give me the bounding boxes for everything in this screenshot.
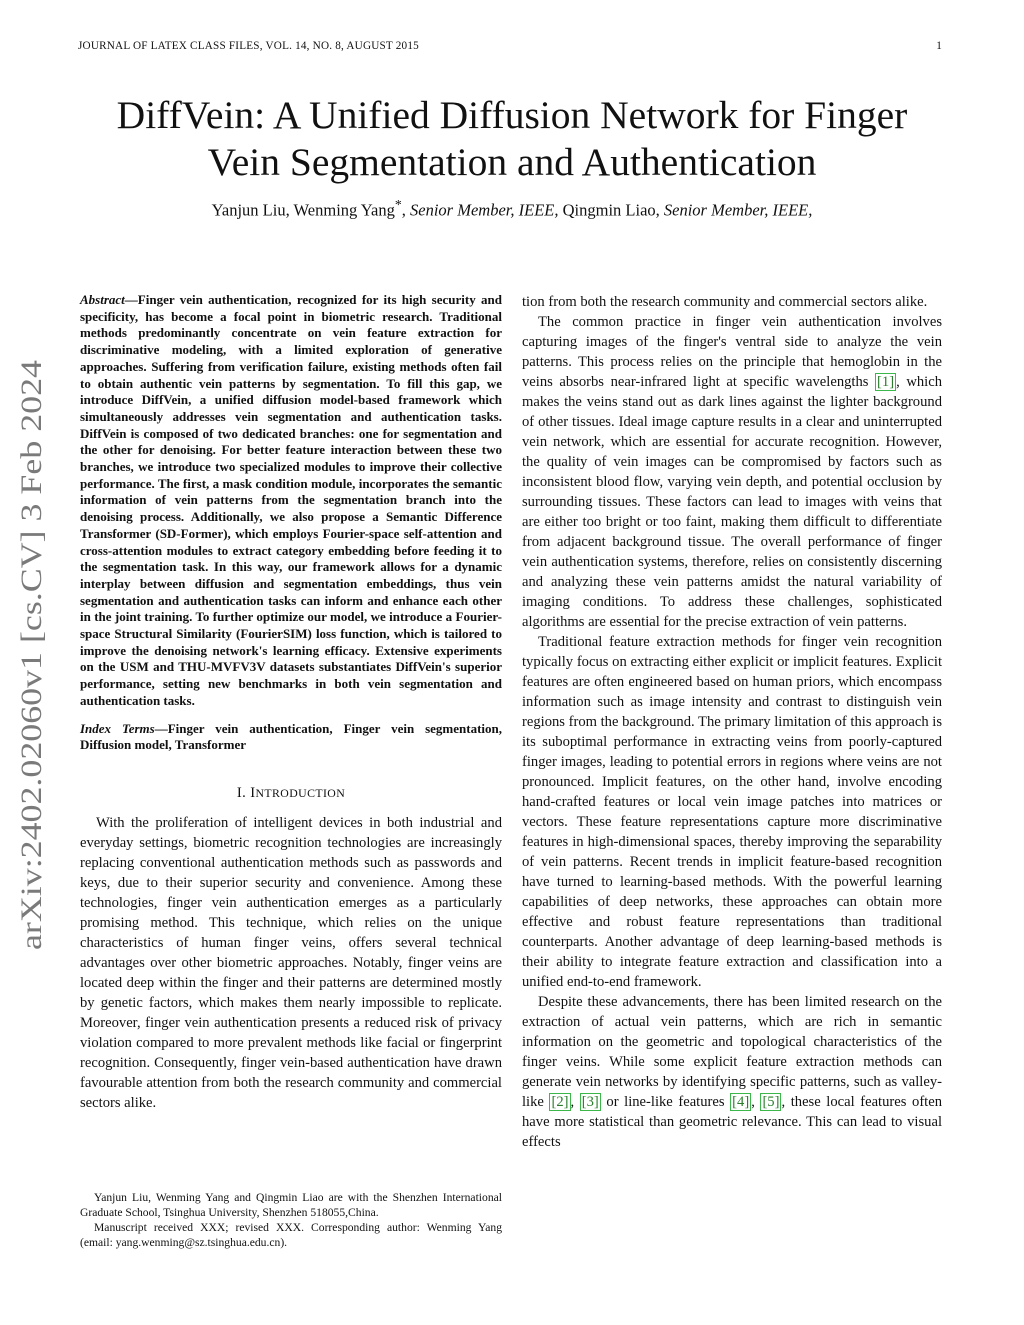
intro-paragraph-4 (522, 992, 942, 1152)
left-column (80, 292, 502, 1132)
para2-text-a: The common practice in finger vein authentication involves capturing images of the finger's ventral side to analyze the vein patterns. This process relies on the principle that hemoglobin in the veins absorbs near-infrared light at specific wavelengths (522, 314, 942, 390)
footnote-manuscript: Manuscript received XXX; revised XXX. Corresponding author: Wenming Yang (email: yang.wenming@sz.tsinghua.edu.cn). (80, 1221, 502, 1249)
page-number: 1 (936, 40, 942, 52)
author-names-2: Qingmin Liao, (558, 200, 664, 220)
section-initial: I (250, 784, 256, 801)
right-column (522, 292, 942, 1152)
intro-paragraph-3: Traditional feature extraction methods for finger vein recognition typically focus on extracting either explicit or implicit features. Explicit features are often engineered based on human priors, which encompass information such as image intensity and contrast to distinguish vein regions from the background. The primary limitation of this approach is its suboptimal performance in extracting veins from poorly-captured finger images, leading to potential errors in regions where veins are not pronounced. Implicit features, on the other hand, involve encoding hand-crafted features or local vein image patches into matrices or vectors. These feature representations capture more discriminative features in high-dimensional spaces, thereby improving the separability of vein patterns. Recent trends in implicit feature-based recognition have turned to learning-based methods. With the powerful learning capabilities of deep networks, these approaches can obtain more effective and robust feature representations than traditional counterparts. Another advantage of deep learning-based methods is their ability to integrate feature extraction and classification into a unified end-to-end framework. (522, 634, 943, 990)
para4-sep: , (570, 1094, 580, 1110)
para4-sep-2: , (751, 1094, 761, 1110)
author-separator: , (401, 200, 411, 220)
section-heading (80, 783, 502, 803)
citation-link-2[interactable]: [2] (551, 1094, 569, 1110)
arxiv-stamp (8, 360, 52, 960)
journal-name: JOURNAL OF LATEX CLASS FILES, VOL. 14, NO. 8, AUGUST 2015 (78, 40, 419, 52)
para4-text-c: , these local features often have more statistical than geometric relevance. This can lead to visual effects (522, 1094, 943, 1150)
para2-text-b: , which makes the veins stand out as dark lines against the lighter background of other tissues. Ideal image capture results in a clear and uninterrupted vein network, which are essential for accurate recognition. However, the quality of vein images can be compromised by factors such as inconsistent blood flow, varying vein depth, and potential occlusion by surrounding tissues. These factors can lead to images with veins that are either too bright or too faint, making them difficult to differentiate from adjacent background tissue. The overall performance of finger vein authentication systems, therefore, relies on consistently discerning and analyzing these vein patterns amidst the natural variability of imaging conditions. To address these challenges, sophisticated algorithms are essential for the precise extraction of vein patterns. (522, 374, 942, 630)
citation-link-5[interactable]: [5] (762, 1094, 780, 1110)
index-terms-label: Index Terms (80, 720, 155, 736)
author-list (60, 197, 964, 221)
citation-link-4[interactable]: [4] (732, 1094, 750, 1110)
title-line-1: DiffVein: A Unified Diffusion Network for Finger (116, 93, 908, 137)
author-role-1: Senior Member, IEEE, (410, 200, 559, 220)
title-line-2: Vein Segmentation and Authentication (207, 140, 817, 184)
para4-text-b: or line-like features (600, 1094, 731, 1110)
citation-link-1[interactable]: [1] (877, 374, 895, 390)
corresponding-mark: * (394, 197, 402, 212)
author-names-1: Yanjun Liu, Wenming Yang (211, 200, 395, 220)
intro-paragraph-1: With the proliferation of intelligent devices in both industrial and everyday settings, biometric recognition technologies are increasingly replacing conventional authentication methods such as passwords and keys, due to their superior security and convenience. Among these technologies, finger vein authentication emerges as a particularly promising method. This technique, which relies on the unique characteristics of human finger veins, offers several technical advantages over other biometric approaches. Notably, finger veins are located deep within the finger and their patterns are determined mostly by genetic factors, which makes them nearly impossible to replicate. Moreover, finger vein authentication presents a reduced risk of privacy violation compared to more prevalent methods like facial or fingerprint recognition. Consequently, finger vein-based authentication have drawn favourable attention from both the research community and commercial sectors alike. (80, 814, 502, 1111)
abstract-label: Abstract (80, 292, 125, 307)
footnote-affiliation: Yanjun Liu, Wenming Yang and Qingmin Liao are with the Shenzhen International Graduate School, Tsinghua University, Shenzhen 518055,China. (80, 1191, 502, 1219)
author-role-2: Senior Member, IEEE, (663, 200, 813, 220)
index-terms (80, 721, 502, 754)
footnote (80, 1190, 502, 1250)
intro-continuation: tion from both the research community and commercial sectors alike. (522, 294, 928, 310)
running-header (78, 40, 942, 58)
para4-text-a: Despite these advancements, there has been limited research on the extraction of actual vein patterns, which are rich in semantic information on the geometric and topological characteristics of the finger veins. While some explicit feature extraction methods can generate vein networks by identifying specific patterns, such as valley-like (522, 994, 942, 1110)
arxiv-identifier: arXiv:2402.02060v1 [cs.CV] 3 Feb 2024 (15, 456, 48, 950)
index-terms-text: —Finger vein authentication, Finger vein segmentation, Diffusion model, Transformer (80, 720, 502, 753)
paper-title (60, 92, 964, 186)
abstract (80, 292, 502, 710)
citation-link-3[interactable]: [3] (581, 1094, 599, 1110)
section-number: I. (236, 784, 251, 801)
abstract-text: —Finger vein authentication, recognized for its high security and specificity, has become a focal point in biometric research. Traditional methods predominantly concentrate on vein feature extraction for discriminative modeling, with a limited exploration of generative approaches. Suffering from verification failure, existing methods often fail to obtain authentic vein patterns by segmentation. To fill this gap, we introduce DiffVein, a unified diffusion model-based framework which simultaneously addresses vein segmentation and authentication tasks. DiffVein is composed of two dedicated branches: one for segmentation and the other for denoising. For better feature interaction between these two branches, we introduce two specialized modules to improve their collective performance. The first, a mask condition module, incorporates the semantic information of vein patterns from the segmentation branch into the denoising process. Additionally, we also propose a Semantic Difference Transformer (SD-Former), which employs Fourier-space self-attention and cross-attention modules to extract category embedding before feeding it to the segmentation task. In this way, our framework allows for a dynamic interplay between diffusion and segmentation embeddings, thus vein segmentation and authentication tasks can inform and enhance each other in the joint training. To further optimize our model, we introduce a Fourier-space Structural Similarity (FourierSIM) loss function, which is tailored to improve the denoising network's learning efficacy. Extensive experiments on the USM and THU-MVFV3V datasets substantiates DiffVein's superior performance, setting new benchmarks in both vein segmentation and authentication tasks. (80, 292, 502, 708)
section-title-rest: NTRODUCTION (255, 785, 346, 800)
intro-paragraph-2 (522, 312, 942, 632)
